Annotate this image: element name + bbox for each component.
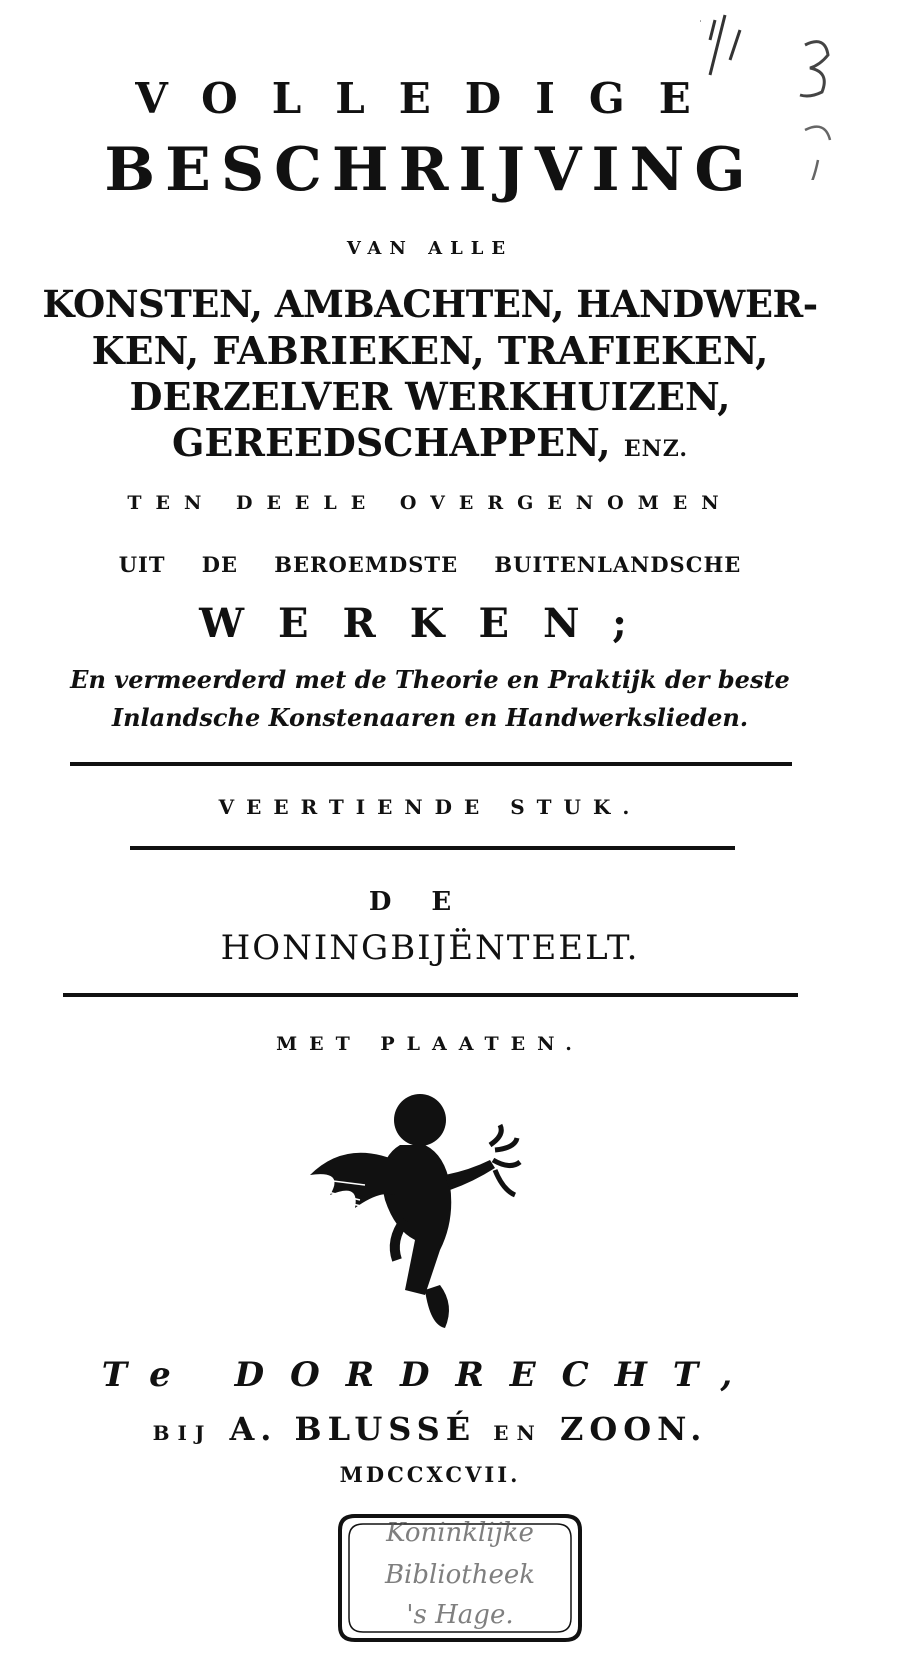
subject-line-3: DERZELVER WERKHUIZEN, <box>129 374 731 419</box>
cherub-vignette <box>305 1090 555 1330</box>
italic-line-2: Inlandsche Konstenaaren en Handwerkslieden. <box>111 703 749 732</box>
title-line-2: BESCHRIJVING <box>104 135 756 205</box>
stamp-line-1: Koninklijke <box>386 1518 534 1548</box>
place: Te DORDRECHT, <box>101 1355 759 1395</box>
title-line-1: VOLLEDIGE <box>135 74 725 123</box>
publisher-name: A. BLUSSÉ <box>229 1410 477 1448</box>
overgenomen: TEN DEELE OVERGENOMEN <box>127 492 733 514</box>
part-number: VEERTIENDE STUK. <box>218 795 642 819</box>
subject-line-2: KEN, FABRIEKEN, TRAFIEKEN, <box>91 328 769 373</box>
publisher-zoon: ZOON. <box>559 1410 708 1448</box>
topic-title: HONINGBIJËNTEELT. <box>220 928 640 968</box>
met-plaaten: MET PLAATEN. <box>276 1033 584 1055</box>
subject-line-4 <box>60 420 800 465</box>
rule-2 <box>130 846 735 850</box>
publisher-bij: BIJ <box>152 1421 213 1445</box>
rule-3 <box>63 993 798 997</box>
rule-1 <box>70 762 792 766</box>
stamp-line-2: Bibliotheek <box>384 1560 536 1590</box>
uit-de-beroemdste: UIT DE BEROEMDSTE BUITENLANDSCHE <box>118 552 742 577</box>
publisher <box>60 1410 800 1448</box>
stamp-line-3: 's Hage. <box>406 1600 514 1630</box>
year: MDCCXCVII. <box>339 1462 521 1487</box>
subject-line-1: KONSTEN, AMBACHTEN, HANDWER- <box>42 282 818 326</box>
werken: WERKEN; <box>199 600 661 647</box>
subject-enz: ENZ. <box>623 436 689 462</box>
italic-line-1: En vermeerderd met de Theorie en Praktijk der beste <box>70 665 790 694</box>
publisher-en: EN <box>493 1421 543 1445</box>
subject-line-4-text: GEREEDSCHAPPEN, <box>171 420 611 465</box>
van-alle: VAN ALLE <box>346 238 514 259</box>
article-de: DE <box>368 887 492 917</box>
